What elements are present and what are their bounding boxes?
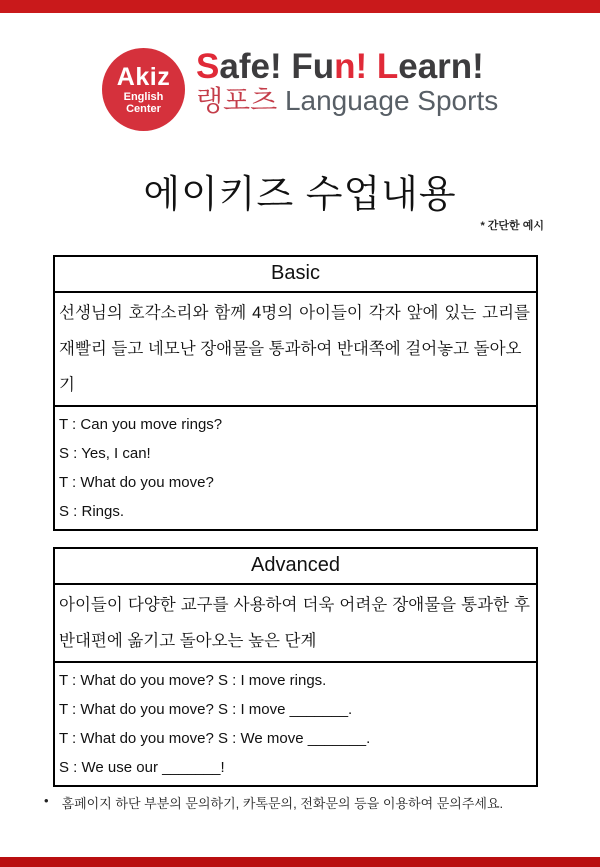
sections-container	[53, 255, 538, 803]
description-line: 재빨리 들고 네모난 장애물을 통과하여 반대쪽에 걸어놓고 돌아오기	[59, 340, 522, 394]
dialogue-line: S : Yes, I can!	[59, 445, 151, 462]
brand-subtitle	[196, 85, 498, 117]
dialogue-line: S : We use our _______!	[59, 759, 225, 776]
brand-subtitle-korean: 랭포츠	[196, 85, 278, 116]
brand-text	[196, 48, 498, 117]
tagline-segment: earn!	[398, 47, 484, 86]
dialogue-line: T : Can you move rings?	[59, 416, 223, 433]
tagline-segment: L	[376, 47, 399, 86]
level-section	[53, 255, 538, 531]
dialogue-line: T : What do you move? S : We move _______.	[59, 730, 371, 747]
tagline-segment: n!	[334, 47, 377, 86]
logo-subtitle-line1: English	[123, 90, 164, 103]
akiz-logo	[102, 48, 185, 131]
top-red-bar	[0, 0, 600, 13]
dialogue-line: T : What do you move? S : I move rings.	[59, 672, 327, 689]
section-header: Basic	[55, 257, 536, 293]
dialogue-line: T : What do you move? S : I move _______.	[59, 701, 353, 718]
dialogue-line: S : Rings.	[59, 503, 125, 520]
page-title: 에이키즈 수업내용	[143, 174, 457, 216]
footer-note	[44, 793, 560, 812]
description-line: 선생님의 호각소리와 함께 4명의 아이들이 각자 앞에 있는 고리를	[59, 304, 530, 322]
dialogue-line: T : What do you move?	[59, 474, 214, 491]
bottom-red-bar	[0, 857, 600, 867]
brand-header	[102, 48, 498, 131]
level-section	[53, 547, 538, 787]
section-description	[55, 585, 536, 663]
bullet-dot: •	[44, 793, 49, 808]
section-description	[55, 293, 536, 407]
logo-title: Akiz	[116, 62, 171, 91]
description-line: 아이들이 다양한 교구를 사용하여 더욱 어려운 장애물을 통과한 후	[59, 596, 530, 614]
tagline-segment: Fu	[291, 47, 335, 86]
footer-text: 홈페이지 하단 부분의 문의하기, 카톡문의, 전화문의 등을 이용하여 문의주세요.	[61, 796, 504, 811]
section-dialogue	[55, 663, 536, 785]
section-dialogue	[55, 407, 536, 529]
description-line: 반대편에 옮기고 돌아오는 높은 단계	[59, 632, 317, 650]
brand-tagline	[196, 48, 498, 85]
brand-subtitle-english: Language Sports	[284, 85, 499, 116]
section-header: Advanced	[55, 549, 536, 585]
example-note: * 간단한 예시	[480, 220, 544, 232]
logo-subtitle-line2: Center	[126, 103, 161, 115]
tagline-segment: S	[196, 47, 220, 86]
tagline-segment: afe!	[219, 47, 292, 86]
